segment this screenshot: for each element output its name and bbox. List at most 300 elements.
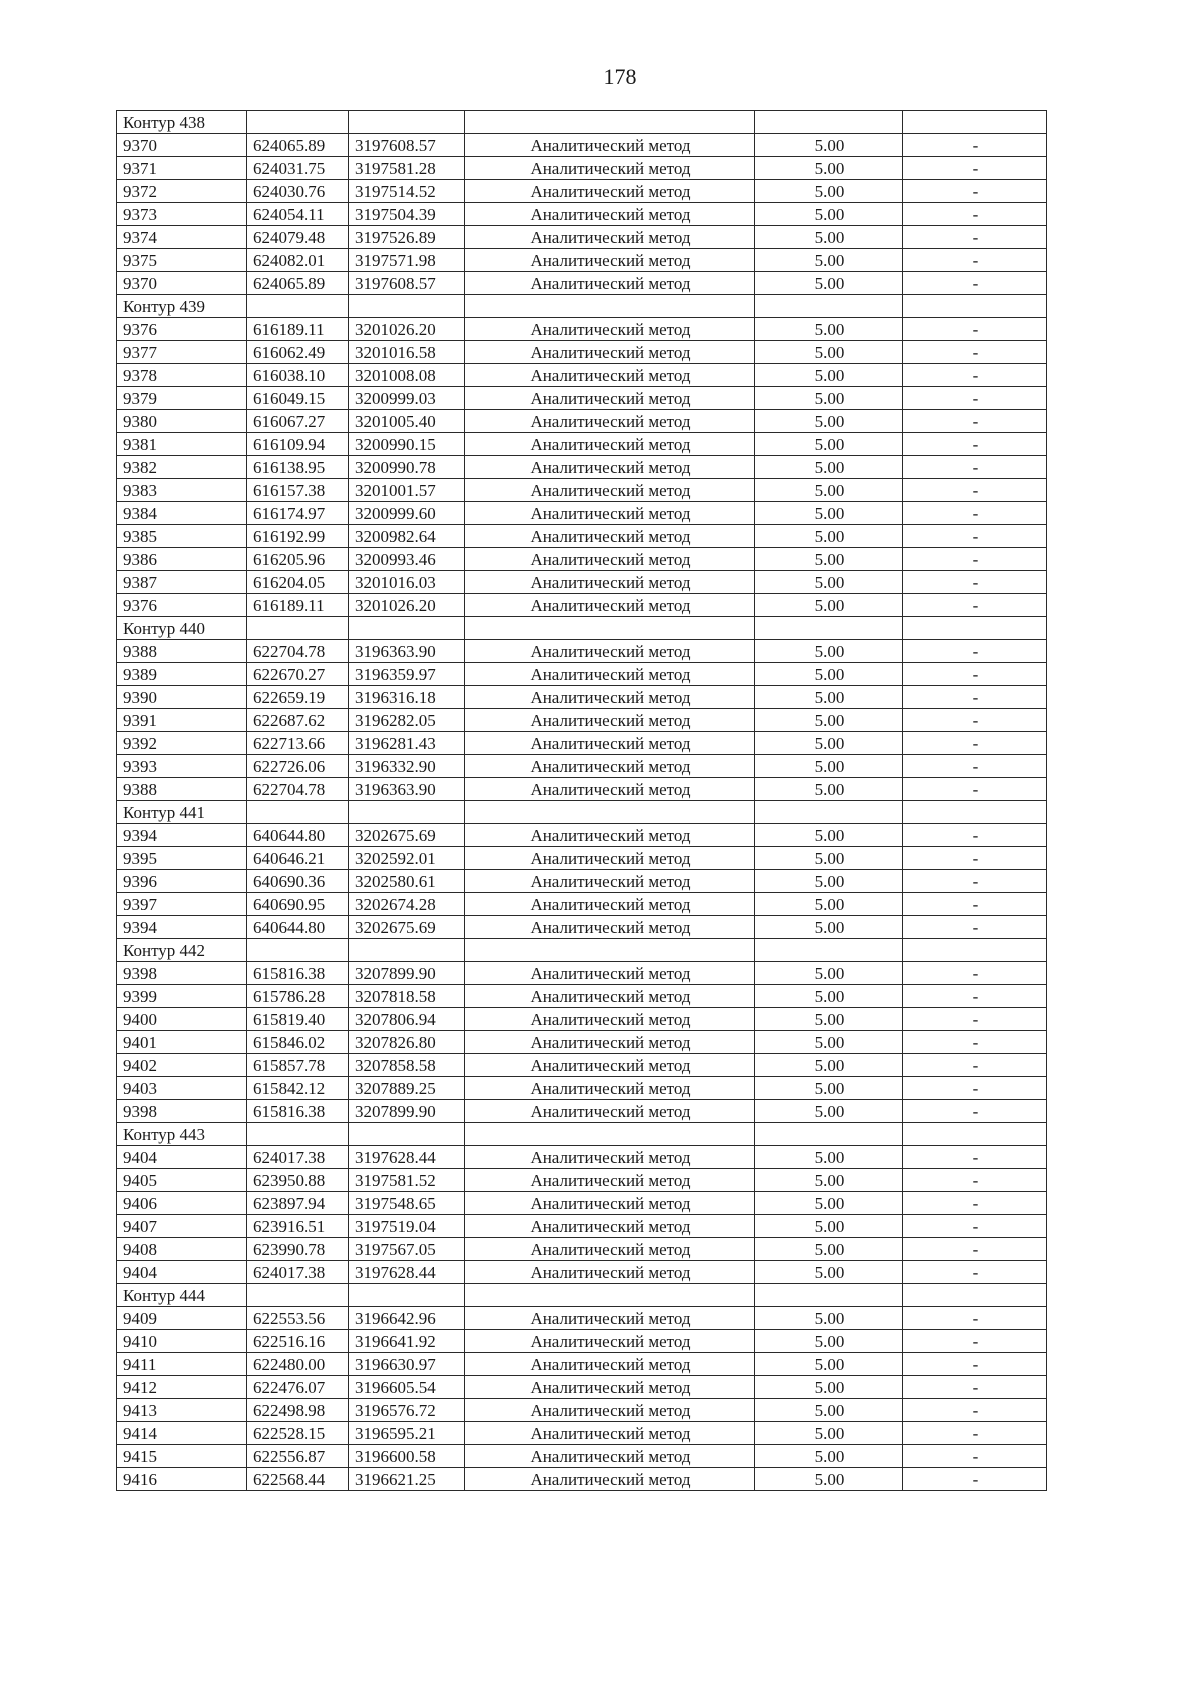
method-cell: Аналитический метод <box>465 847 755 870</box>
x-coordinate-cell: 616189.11 <box>247 594 349 617</box>
x-coordinate-cell: 616138.95 <box>247 456 349 479</box>
x-coordinate-cell: 622726.06 <box>247 755 349 778</box>
y-coordinate-cell: 3196332.90 <box>349 755 465 778</box>
point-number-cell: 9372 <box>117 180 247 203</box>
x-coordinate-cell: 623916.51 <box>247 1215 349 1238</box>
y-coordinate-cell: 3196621.25 <box>349 1468 465 1491</box>
page-number: 178 <box>603 64 637 89</box>
note-cell: - <box>903 1445 1047 1468</box>
accuracy-cell: 5.00 <box>755 893 903 916</box>
y-coordinate-cell: 3202580.61 <box>349 870 465 893</box>
x-coordinate-cell: 615846.02 <box>247 1031 349 1054</box>
x-coordinate-cell: 624017.38 <box>247 1146 349 1169</box>
x-coordinate-cell: 622498.98 <box>247 1399 349 1422</box>
accuracy-cell: 5.00 <box>755 1399 903 1422</box>
accuracy-cell: 5.00 <box>755 916 903 939</box>
contour-title: Контур 444 <box>117 1284 247 1307</box>
contour-header-row <box>117 1123 1047 1146</box>
x-coordinate-cell: 624017.38 <box>247 1261 349 1284</box>
point-number-cell: 9398 <box>117 962 247 985</box>
x-coordinate-cell: 624030.76 <box>247 180 349 203</box>
empty-cell <box>755 1284 903 1307</box>
point-number-cell: 9407 <box>117 1215 247 1238</box>
table-row <box>117 663 1047 686</box>
note-cell: - <box>903 1399 1047 1422</box>
note-cell: - <box>903 1077 1047 1100</box>
accuracy-cell: 5.00 <box>755 1215 903 1238</box>
point-number-cell: 9396 <box>117 870 247 893</box>
table-row <box>117 1422 1047 1445</box>
point-number-cell: 9406 <box>117 1192 247 1215</box>
empty-cell <box>903 801 1047 824</box>
point-number-cell: 9399 <box>117 985 247 1008</box>
accuracy-cell: 5.00 <box>755 1008 903 1031</box>
note-cell: - <box>903 456 1047 479</box>
method-cell: Аналитический метод <box>465 663 755 686</box>
x-coordinate-cell: 622713.66 <box>247 732 349 755</box>
y-coordinate-cell: 3197514.52 <box>349 180 465 203</box>
note-cell: - <box>903 732 1047 755</box>
empty-cell <box>903 111 1047 134</box>
table-row <box>117 824 1047 847</box>
x-coordinate-cell: 622659.19 <box>247 686 349 709</box>
point-number-cell: 9384 <box>117 502 247 525</box>
table-row <box>117 502 1047 525</box>
point-number-cell: 9394 <box>117 916 247 939</box>
point-number-cell: 9371 <box>117 157 247 180</box>
table-row <box>117 778 1047 801</box>
y-coordinate-cell: 3197526.89 <box>349 226 465 249</box>
note-cell: - <box>903 1192 1047 1215</box>
y-coordinate-cell: 3197628.44 <box>349 1261 465 1284</box>
table-row <box>117 1169 1047 1192</box>
note-cell: - <box>903 249 1047 272</box>
accuracy-cell: 5.00 <box>755 732 903 755</box>
method-cell: Аналитический метод <box>465 410 755 433</box>
x-coordinate-cell: 640690.36 <box>247 870 349 893</box>
method-cell: Аналитический метод <box>465 1054 755 1077</box>
x-coordinate-cell: 640644.80 <box>247 916 349 939</box>
table-row <box>117 985 1047 1008</box>
x-coordinate-cell: 616157.38 <box>247 479 349 502</box>
method-cell: Аналитический метод <box>465 502 755 525</box>
method-cell: Аналитический метод <box>465 1077 755 1100</box>
point-number-cell: 9391 <box>117 709 247 732</box>
x-coordinate-cell: 615819.40 <box>247 1008 349 1031</box>
accuracy-cell: 5.00 <box>755 1422 903 1445</box>
point-number-cell: 9405 <box>117 1169 247 1192</box>
accuracy-cell: 5.00 <box>755 157 903 180</box>
accuracy-cell: 5.00 <box>755 226 903 249</box>
table-row <box>117 709 1047 732</box>
x-coordinate-cell: 640690.95 <box>247 893 349 916</box>
note-cell: - <box>903 1169 1047 1192</box>
table-row <box>117 1330 1047 1353</box>
accuracy-cell: 5.00 <box>755 778 903 801</box>
method-cell: Аналитический метод <box>465 341 755 364</box>
y-coordinate-cell: 3197581.28 <box>349 157 465 180</box>
note-cell: - <box>903 1330 1047 1353</box>
table-row <box>117 755 1047 778</box>
method-cell: Аналитический метод <box>465 479 755 502</box>
point-number-cell: 9370 <box>117 272 247 295</box>
y-coordinate-cell: 3197628.44 <box>349 1146 465 1169</box>
point-number-cell: 9376 <box>117 594 247 617</box>
table-row <box>117 1468 1047 1491</box>
accuracy-cell: 5.00 <box>755 1353 903 1376</box>
accuracy-cell: 5.00 <box>755 318 903 341</box>
table-row <box>117 847 1047 870</box>
x-coordinate-cell: 622480.00 <box>247 1353 349 1376</box>
coordinates-table-body <box>117 111 1047 1491</box>
x-coordinate-cell: 616189.11 <box>247 318 349 341</box>
table-row <box>117 1261 1047 1284</box>
point-number-cell: 9412 <box>117 1376 247 1399</box>
y-coordinate-cell: 3197548.65 <box>349 1192 465 1215</box>
method-cell: Аналитический метод <box>465 387 755 410</box>
accuracy-cell: 5.00 <box>755 433 903 456</box>
x-coordinate-cell: 622528.15 <box>247 1422 349 1445</box>
empty-cell <box>903 939 1047 962</box>
x-coordinate-cell: 624065.89 <box>247 272 349 295</box>
method-cell: Аналитический метод <box>465 525 755 548</box>
point-number-cell: 9416 <box>117 1468 247 1491</box>
contour-title: Контур 442 <box>117 939 247 962</box>
y-coordinate-cell: 3202674.28 <box>349 893 465 916</box>
x-coordinate-cell: 622476.07 <box>247 1376 349 1399</box>
method-cell: Аналитический метод <box>465 1330 755 1353</box>
method-cell: Аналитический метод <box>465 548 755 571</box>
method-cell: Аналитический метод <box>465 1215 755 1238</box>
y-coordinate-cell: 3197608.57 <box>349 134 465 157</box>
table-row <box>117 1192 1047 1215</box>
method-cell: Аналитический метод <box>465 870 755 893</box>
table-row <box>117 1307 1047 1330</box>
accuracy-cell: 5.00 <box>755 180 903 203</box>
note-cell: - <box>903 824 1047 847</box>
accuracy-cell: 5.00 <box>755 1468 903 1491</box>
table-row <box>117 456 1047 479</box>
note-cell: - <box>903 1376 1047 1399</box>
note-cell: - <box>903 548 1047 571</box>
point-number-cell: 9382 <box>117 456 247 479</box>
point-number-cell: 9383 <box>117 479 247 502</box>
method-cell: Аналитический метод <box>465 1399 755 1422</box>
table-row <box>117 962 1047 985</box>
accuracy-cell: 5.00 <box>755 1330 903 1353</box>
contour-header-row <box>117 617 1047 640</box>
method-cell: Аналитический метод <box>465 893 755 916</box>
table-row <box>117 272 1047 295</box>
x-coordinate-cell: 622553.56 <box>247 1307 349 1330</box>
note-cell: - <box>903 157 1047 180</box>
table-row <box>117 1008 1047 1031</box>
y-coordinate-cell: 3200982.64 <box>349 525 465 548</box>
y-coordinate-cell: 3207806.94 <box>349 1008 465 1031</box>
empty-cell <box>349 1123 465 1146</box>
accuracy-cell: 5.00 <box>755 824 903 847</box>
note-cell: - <box>903 893 1047 916</box>
y-coordinate-cell: 3200990.78 <box>349 456 465 479</box>
point-number-cell: 9374 <box>117 226 247 249</box>
table-row <box>117 433 1047 456</box>
method-cell: Аналитический метод <box>465 985 755 1008</box>
table-row <box>117 1353 1047 1376</box>
method-cell: Аналитический метод <box>465 1100 755 1123</box>
empty-cell <box>903 1123 1047 1146</box>
x-coordinate-cell: 622556.87 <box>247 1445 349 1468</box>
note-cell: - <box>903 1215 1047 1238</box>
table-row <box>117 318 1047 341</box>
empty-cell <box>349 111 465 134</box>
empty-cell <box>465 939 755 962</box>
note-cell: - <box>903 1422 1047 1445</box>
empty-cell <box>247 617 349 640</box>
accuracy-cell: 5.00 <box>755 249 903 272</box>
x-coordinate-cell: 615857.78 <box>247 1054 349 1077</box>
empty-cell <box>247 939 349 962</box>
table-row <box>117 1399 1047 1422</box>
y-coordinate-cell: 3197608.57 <box>349 272 465 295</box>
point-number-cell: 9388 <box>117 778 247 801</box>
x-coordinate-cell: 624079.48 <box>247 226 349 249</box>
method-cell: Аналитический метод <box>465 732 755 755</box>
y-coordinate-cell: 3207899.90 <box>349 1100 465 1123</box>
point-number-cell: 9386 <box>117 548 247 571</box>
accuracy-cell: 5.00 <box>755 1054 903 1077</box>
empty-cell <box>755 801 903 824</box>
empty-cell <box>465 111 755 134</box>
y-coordinate-cell: 3196605.54 <box>349 1376 465 1399</box>
empty-cell <box>465 801 755 824</box>
coordinates-table <box>116 110 1047 1491</box>
point-number-cell: 9380 <box>117 410 247 433</box>
point-number-cell: 9403 <box>117 1077 247 1100</box>
y-coordinate-cell: 3200993.46 <box>349 548 465 571</box>
contour-header-row <box>117 1284 1047 1307</box>
accuracy-cell: 5.00 <box>755 847 903 870</box>
note-cell: - <box>903 1054 1047 1077</box>
empty-cell <box>903 1284 1047 1307</box>
point-number-cell: 9394 <box>117 824 247 847</box>
accuracy-cell: 5.00 <box>755 594 903 617</box>
accuracy-cell: 5.00 <box>755 571 903 594</box>
method-cell: Аналитический метод <box>465 433 755 456</box>
note-cell: - <box>903 962 1047 985</box>
x-coordinate-cell: 623950.88 <box>247 1169 349 1192</box>
x-coordinate-cell: 615816.38 <box>247 1100 349 1123</box>
method-cell: Аналитический метод <box>465 962 755 985</box>
x-coordinate-cell: 616038.10 <box>247 364 349 387</box>
note-cell: - <box>903 1008 1047 1031</box>
note-cell: - <box>903 1468 1047 1491</box>
note-cell: - <box>903 364 1047 387</box>
method-cell: Аналитический метод <box>465 916 755 939</box>
point-number-cell: 9388 <box>117 640 247 663</box>
point-number-cell: 9415 <box>117 1445 247 1468</box>
table-row <box>117 548 1047 571</box>
contour-title: Контур 443 <box>117 1123 247 1146</box>
x-coordinate-cell: 616192.99 <box>247 525 349 548</box>
empty-cell <box>755 617 903 640</box>
accuracy-cell: 5.00 <box>755 755 903 778</box>
note-cell: - <box>903 847 1047 870</box>
table-row <box>117 387 1047 410</box>
empty-cell <box>755 1123 903 1146</box>
note-cell: - <box>903 1100 1047 1123</box>
y-coordinate-cell: 3202592.01 <box>349 847 465 870</box>
note-cell: - <box>903 502 1047 525</box>
accuracy-cell: 5.00 <box>755 985 903 1008</box>
method-cell: Аналитический метод <box>465 1445 755 1468</box>
accuracy-cell: 5.00 <box>755 525 903 548</box>
table-row <box>117 1100 1047 1123</box>
point-number-cell: 9392 <box>117 732 247 755</box>
accuracy-cell: 5.00 <box>755 203 903 226</box>
accuracy-cell: 5.00 <box>755 502 903 525</box>
method-cell: Аналитический метод <box>465 364 755 387</box>
note-cell: - <box>903 410 1047 433</box>
note-cell: - <box>903 272 1047 295</box>
method-cell: Аналитический метод <box>465 824 755 847</box>
y-coordinate-cell: 3201001.57 <box>349 479 465 502</box>
point-number-cell: 9379 <box>117 387 247 410</box>
note-cell: - <box>903 180 1047 203</box>
method-cell: Аналитический метод <box>465 1468 755 1491</box>
note-cell: - <box>903 686 1047 709</box>
note-cell: - <box>903 1353 1047 1376</box>
empty-cell <box>247 111 349 134</box>
contour-title: Контур 441 <box>117 801 247 824</box>
x-coordinate-cell: 616205.96 <box>247 548 349 571</box>
note-cell: - <box>903 341 1047 364</box>
y-coordinate-cell: 3201016.03 <box>349 571 465 594</box>
x-coordinate-cell: 624065.89 <box>247 134 349 157</box>
method-cell: Аналитический метод <box>465 1261 755 1284</box>
y-coordinate-cell: 3201026.20 <box>349 318 465 341</box>
accuracy-cell: 5.00 <box>755 456 903 479</box>
x-coordinate-cell: 622670.27 <box>247 663 349 686</box>
accuracy-cell: 5.00 <box>755 1376 903 1399</box>
table-row <box>117 1445 1047 1468</box>
table-row <box>117 1376 1047 1399</box>
empty-cell <box>349 801 465 824</box>
x-coordinate-cell: 624054.11 <box>247 203 349 226</box>
accuracy-cell: 5.00 <box>755 1100 903 1123</box>
method-cell: Аналитический метод <box>465 272 755 295</box>
method-cell: Аналитический метод <box>465 755 755 778</box>
point-number-cell: 9402 <box>117 1054 247 1077</box>
method-cell: Аналитический метод <box>465 686 755 709</box>
accuracy-cell: 5.00 <box>755 1238 903 1261</box>
y-coordinate-cell: 3196363.90 <box>349 778 465 801</box>
table-row <box>117 1031 1047 1054</box>
x-coordinate-cell: 622568.44 <box>247 1468 349 1491</box>
note-cell: - <box>903 1238 1047 1261</box>
method-cell: Аналитический метод <box>465 249 755 272</box>
contour-title: Контур 440 <box>117 617 247 640</box>
accuracy-cell: 5.00 <box>755 1192 903 1215</box>
table-row <box>117 180 1047 203</box>
point-number-cell: 9413 <box>117 1399 247 1422</box>
note-cell: - <box>903 916 1047 939</box>
accuracy-cell: 5.00 <box>755 640 903 663</box>
method-cell: Аналитический метод <box>465 571 755 594</box>
x-coordinate-cell: 616204.05 <box>247 571 349 594</box>
note-cell: - <box>903 479 1047 502</box>
x-coordinate-cell: 616049.15 <box>247 387 349 410</box>
x-coordinate-cell: 622704.78 <box>247 640 349 663</box>
note-cell: - <box>903 755 1047 778</box>
y-coordinate-cell: 3202675.69 <box>349 824 465 847</box>
method-cell: Аналитический метод <box>465 1146 755 1169</box>
y-coordinate-cell: 3201008.08 <box>349 364 465 387</box>
y-coordinate-cell: 3196282.05 <box>349 709 465 732</box>
method-cell: Аналитический метод <box>465 1008 755 1031</box>
accuracy-cell: 5.00 <box>755 1445 903 1468</box>
y-coordinate-cell: 3197571.98 <box>349 249 465 272</box>
accuracy-cell: 5.00 <box>755 479 903 502</box>
table-row <box>117 1077 1047 1100</box>
table-row <box>117 571 1047 594</box>
y-coordinate-cell: 3201005.40 <box>349 410 465 433</box>
note-cell: - <box>903 433 1047 456</box>
table-row <box>117 157 1047 180</box>
table-row <box>117 1238 1047 1261</box>
y-coordinate-cell: 3196630.97 <box>349 1353 465 1376</box>
point-number-cell: 9393 <box>117 755 247 778</box>
empty-cell <box>349 1284 465 1307</box>
point-number-cell: 9375 <box>117 249 247 272</box>
point-number-cell: 9410 <box>117 1330 247 1353</box>
empty-cell <box>465 617 755 640</box>
contour-header-row <box>117 111 1047 134</box>
y-coordinate-cell: 3200990.15 <box>349 433 465 456</box>
accuracy-cell: 5.00 <box>755 548 903 571</box>
y-coordinate-cell: 3196363.90 <box>349 640 465 663</box>
x-coordinate-cell: 640646.21 <box>247 847 349 870</box>
table-row <box>117 640 1047 663</box>
point-number-cell: 9381 <box>117 433 247 456</box>
note-cell: - <box>903 571 1047 594</box>
point-number-cell: 9400 <box>117 1008 247 1031</box>
accuracy-cell: 5.00 <box>755 134 903 157</box>
point-number-cell: 9377 <box>117 341 247 364</box>
method-cell: Аналитический метод <box>465 456 755 479</box>
accuracy-cell: 5.00 <box>755 272 903 295</box>
point-number-cell: 9387 <box>117 571 247 594</box>
x-coordinate-cell: 622516.16 <box>247 1330 349 1353</box>
point-number-cell: 9370 <box>117 134 247 157</box>
note-cell: - <box>903 870 1047 893</box>
method-cell: Аналитический метод <box>465 709 755 732</box>
method-cell: Аналитический метод <box>465 180 755 203</box>
contour-header-row <box>117 801 1047 824</box>
table-row <box>117 134 1047 157</box>
point-number-cell: 9404 <box>117 1261 247 1284</box>
note-cell: - <box>903 778 1047 801</box>
accuracy-cell: 5.00 <box>755 870 903 893</box>
empty-cell <box>247 295 349 318</box>
y-coordinate-cell: 3196642.96 <box>349 1307 465 1330</box>
x-coordinate-cell: 616062.49 <box>247 341 349 364</box>
note-cell: - <box>903 1031 1047 1054</box>
accuracy-cell: 5.00 <box>755 1261 903 1284</box>
y-coordinate-cell: 3197504.39 <box>349 203 465 226</box>
contour-title: Контур 438 <box>117 111 247 134</box>
y-coordinate-cell: 3197567.05 <box>349 1238 465 1261</box>
method-cell: Аналитический метод <box>465 594 755 617</box>
